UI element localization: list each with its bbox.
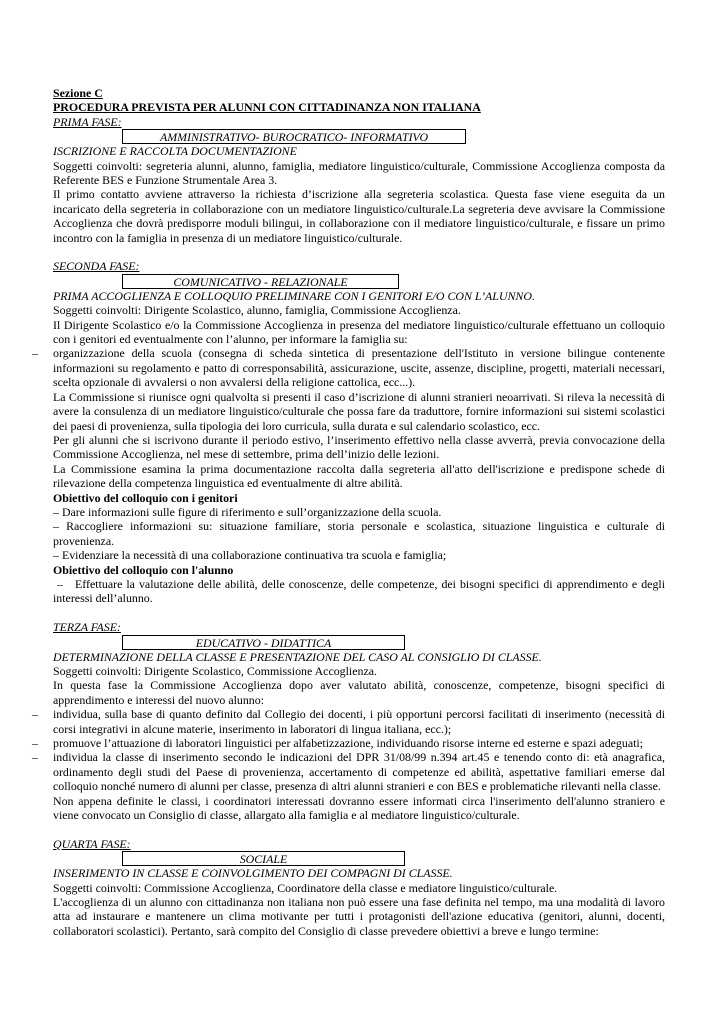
phase2-paragraph-4: Per gli alunni che si iscrivono durante il periodo estivo, l’inserimento effettivo nella classe avverrà, previa convocazione della Commissione Accoglienza, nel mese di settembre, prima dell’inizio delle lezioni. [53,432,665,462]
phase2-bullet [32,346,665,390]
phase1-paragraph-1: Soggetti coinvolti: segreteria alunni, alunno, famiglia, mediatore linguistico/culturale, Commissione Accoglienza composta da Referente BES e Funzione Strumentale Area 3. [53,158,665,188]
phase3-bullet: – individua, sulla base di quanto definito dal Collegio dei docenti, i più opportuni percorsi facilitati di inserimento (necessità di corsi integrativi in alcune materie, inserimento in laboratori di lingua italiana, ecc.); [32,707,665,736]
phase2-paragraph-2: Il Dirigente Scolastico e/o la Commissione Accoglienza in presenza del mediatore linguistico/culturale effettuano un colloquio con i genitori ed eventualmente con l’alunno, per informare la famiglia su: [53,317,665,347]
phase1-label: PRIMA FASE: [53,114,122,129]
phase2-paragraph-5: La Commissione esamina la prima documentazione raccolta dalla segreteria all'atto dell'iscrizione e predispone schede di rilevazione della competenza linguistica ed eventualmente di altre abilità. [53,461,665,491]
phase4-heading: INSERIMENTO IN CLASSE E COINVOLGIMENTO DEI COMPAGNI DI CLASSE. [53,866,453,881]
section-title: Sezione C [53,86,103,100]
phase2-paragraph-1: Soggetti coinvolti: Dirigente Scolastico, alunno, famiglia, Commissione Accoglienza. [53,303,461,318]
phase3-heading: DETERMINAZIONE DELLA CLASSE E PRESENTAZIONE DEL CASO AL CONSIGLIO DI CLASSE. [53,649,542,664]
objective-parents-item: – Raccogliere informazioni su: situazione familiare, storia personale e scolastica, situazione linguistica e culturale di provenienza. [53,519,665,548]
dash-marker: – [32,346,38,361]
dash-marker: – [32,750,38,765]
phase4-paragraph-1: Soggetti coinvolti: Commissione Accoglienza, Coordinatore della classe e mediatore linguistico/culturale. [53,880,558,895]
phase2-heading: PRIMA ACCOGLIENZA E COLLOQUIO PRELIMINARE CON I GENITORI E/O CON L’ALUNNO. [53,288,535,303]
phase3-paragraph-3: Non appena definite le classi, i coordinatori interessati dovranno essere informati circa l'inserimento dell'alunno straniero e viene convocato un Consiglio di classe, allargato alla famiglia e al mediatore linguistico/culturale. [53,793,665,823]
phase3-paragraph-2: In questa fase la Commissione Accoglienza dopo aver valutato abilità, conoscenze, competenze, bisogni specifici di apprendimento e interessi del nuovo alunno: [53,678,665,707]
phase2-bullet-text: organizzazione della scuola (consegna di scheda sintetica di presentazione dell'Istituto in versione bilingue contenente informazioni su regolamento e patto di corresponsabilità, assicurazione, uscite, assenze, discipline, progetti, materiali necessari, scelta opzionale di avvalersi o non avvalersi della religione cattolica, ecc...). [53,346,665,390]
phase2-box: COMUNICATIVO - RELAZIONALE [122,274,399,289]
objective-parents-title: Obiettivo del colloquio con i genitori [53,490,238,505]
objective-student-item: – Effettuare la valutazione delle abilità, delle conoscenze, delle competenze, dei bisogni specifici di apprendimento e degli interessi dell’alunno. [53,576,665,606]
dash-marker: – [57,576,63,591]
phase3-label: TERZA FASE: [53,620,121,635]
dash-marker: – [53,519,59,534]
phase3-box: EDUCATIVO - DIDATTICA [122,635,405,650]
phase3-paragraph-1: Soggetti coinvolti: Dirigente Scolastico, Commissione Accoglienza. [53,664,377,678]
phase1-paragraph-2: Il primo contatto avviene attraverso la richiesta d’iscrizione alla segreteria scolastica. Questa fase viene eseguita da un incaricato della segreteria in collaborazione con un mediatore linguistico/culturale.La segreteria deve avvisare la Commissione Accoglienza che dovrà predisporre moduli bilingui, in collaborazione con il mediatore linguistico/culturale, e fissare un primo incontro con la famiglia in presenza di un mediatore linguistico/culturale. [53,187,665,245]
phase4-box: SOCIALE [122,851,405,866]
phase1-box: AMMINISTRATIVO- BUROCRATICO- INFORMATIVO [122,129,466,144]
dash-marker: – [32,736,38,751]
phase1-heading: ISCRIZIONE E RACCOLTA DOCUMENTAZIONE [53,144,297,159]
dash-marker: – [53,504,59,519]
document-page [32,86,665,938]
objective-student-title: Obiettivo del colloquio con l'alunno [53,562,234,577]
phase3-bullet: – individua la classe di inserimento secondo le indicazioni del DPR 31/08/99 n.394 art.45 e tenendo conto di: età anagrafica, ordinamento degli studi del Paese di provenienza, accertamento di competenze ed abilità, aspettative familiari emerse dal colloquio nonché numero di alunni per classe, presenza di altri alunni stranieri e con BES e problematiche rilevanti nella classe. [32,750,665,794]
phase2-label: SECONDA FASE: [53,259,140,274]
dash-marker: – [32,707,38,722]
phase4-paragraph-2: L'accoglienza di un alunno con cittadinanza non italiana non può essere una fase definita nel tempo, ma una modalità di lavoro atta ad instaurare e mantenere un clima motivante per tutti i protagonisti dell'azione educativa (genitori, alunni, docenti, collaboratori scolastici). Pertanto, sarà compito del Consiglio di classe prevedere obiettivi a breve e lungo termine: [53,895,665,938]
procedure-title: PROCEDURA PREVISTA PER ALUNNI CON CITTADINANZA NON ITALIANA [53,100,481,115]
objective-parents-item: – Evidenziare la necessità di una collaborazione continuativa tra scuola e famiglia; [53,548,447,563]
dash-marker: – [53,548,59,563]
objective-parents-item: – Dare informazioni sulle figure di riferimento e sull’organizzazione della scuola. [53,504,442,519]
phase4-label: QUARTA FASE: [53,836,131,851]
phase2-paragraph-3: La Commissione si riunisce ogni qualvolta si presenti il caso d’iscrizione di alunni stranieri neoarrivati. Si rileva la necessità di avere la consulenza di un mediatore linguistico/culturale che possa fare da traduttore, fornire informazioni sui sistemi scolastici dei paesi di provenienza, sulla tipologia dei loro curricula, sulla durata e sul calendario scolastico, ecc. [53,389,665,433]
phase3-bullet: – promuove l’attuazione di laboratori linguistici per alfabetizzazione, individuando risorse interne ed esterne e spazi adeguati; [32,736,644,751]
